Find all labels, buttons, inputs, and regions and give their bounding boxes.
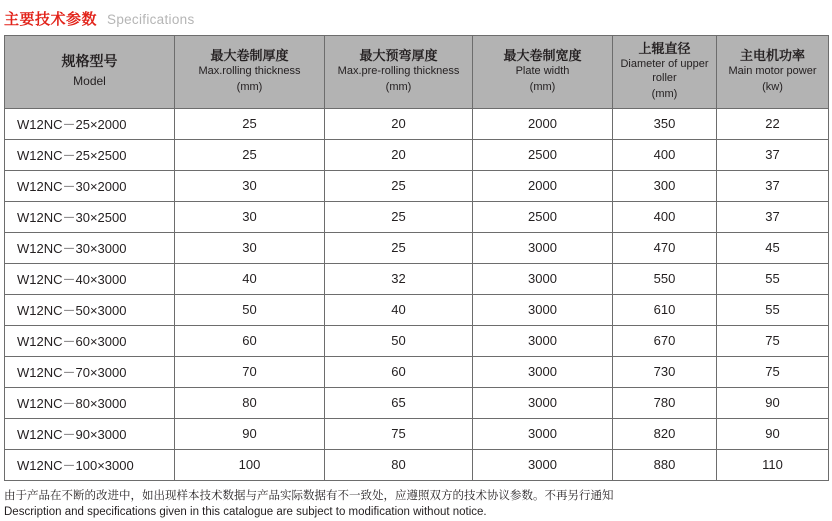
cell-model: W12NC－60×3000: [5, 325, 175, 356]
cell-model: W12NC－25×2000: [5, 108, 175, 139]
cell-max-pre-rolling-thickness: 65: [325, 387, 473, 418]
cell-main-motor-power: 22: [717, 108, 829, 139]
cell-model: W12NC－40×3000: [5, 263, 175, 294]
cell-max-pre-rolling-thickness: 20: [325, 108, 473, 139]
cell-model: W12NC－50×3000: [5, 294, 175, 325]
cell-upper-roller-diameter: 670: [613, 325, 717, 356]
cell-plate-width: 2000: [473, 170, 613, 201]
cell-upper-roller-diameter: 550: [613, 263, 717, 294]
column-header-upper-roller-diameter-unit: (mm): [651, 87, 678, 100]
column-header-plate-width-en: Plate width: [515, 65, 570, 78]
cell-max-pre-rolling-thickness: 20: [325, 139, 473, 170]
cell-max-pre-rolling-thickness: 32: [325, 263, 473, 294]
cell-main-motor-power: 75: [717, 325, 829, 356]
cell-max-rolling-thickness: 30: [175, 201, 325, 232]
table-row: [5, 232, 829, 263]
cell-max-rolling-thickness: 80: [175, 387, 325, 418]
column-header-main-motor-power-cn: 主电机功率: [739, 47, 805, 63]
table-body: [5, 108, 829, 480]
cell-model: W12NC－80×3000: [5, 387, 175, 418]
cell-max-rolling-thickness: 40: [175, 263, 325, 294]
column-header-main-motor-power: [717, 36, 829, 109]
column-header-max-pre-rolling-thickness: [325, 36, 473, 109]
cell-max-rolling-thickness: 50: [175, 294, 325, 325]
column-header-max-rolling-thickness: [175, 36, 325, 109]
cell-max-pre-rolling-thickness: 80: [325, 449, 473, 480]
cell-upper-roller-diameter: 300: [613, 170, 717, 201]
cell-main-motor-power: 37: [717, 139, 829, 170]
column-header-max-pre-rolling-thickness-unit: (mm): [385, 80, 412, 93]
column-header-max-rolling-thickness-cn: 最大卷制厚度: [210, 47, 289, 63]
cell-max-pre-rolling-thickness: 60: [325, 356, 473, 387]
cell-main-motor-power: 45: [717, 232, 829, 263]
column-header-plate-width-unit: (mm): [529, 80, 556, 93]
table-row: [5, 170, 829, 201]
specifications-table: [4, 35, 829, 481]
cell-plate-width: 3000: [473, 232, 613, 263]
cell-main-motor-power: 110: [717, 449, 829, 480]
table-row: [5, 263, 829, 294]
cell-max-rolling-thickness: 25: [175, 139, 325, 170]
cell-upper-roller-diameter: 880: [613, 449, 717, 480]
table-row: [5, 325, 829, 356]
cell-plate-width: 2000: [473, 108, 613, 139]
cell-main-motor-power: 75: [717, 356, 829, 387]
cell-plate-width: 3000: [473, 294, 613, 325]
cell-model: W12NC－25×2500: [5, 139, 175, 170]
cell-main-motor-power: 37: [717, 170, 829, 201]
page-title-en: Specifications: [107, 12, 195, 27]
table-header-row: [5, 36, 829, 109]
cell-model: W12NC－90×3000: [5, 418, 175, 449]
cell-max-rolling-thickness: 30: [175, 170, 325, 201]
cell-model: W12NC－70×3000: [5, 356, 175, 387]
cell-upper-roller-diameter: 350: [613, 108, 717, 139]
column-header-model-cn: 规格型号: [61, 53, 118, 70]
cell-plate-width: 3000: [473, 387, 613, 418]
column-header-upper-roller-diameter-cn: 上辊直径: [638, 41, 691, 56]
table-header: [5, 36, 829, 109]
cell-max-rolling-thickness: 90: [175, 418, 325, 449]
cell-max-rolling-thickness: 100: [175, 449, 325, 480]
cell-max-rolling-thickness: 70: [175, 356, 325, 387]
table-row: [5, 356, 829, 387]
cell-plate-width: 3000: [473, 325, 613, 356]
page-title: [0, 0, 832, 35]
table-row: [5, 201, 829, 232]
cell-upper-roller-diameter: 400: [613, 201, 717, 232]
cell-max-rolling-thickness: 60: [175, 325, 325, 356]
cell-upper-roller-diameter: 470: [613, 232, 717, 263]
page-title-cn: 主要技术参数: [4, 11, 98, 28]
cell-upper-roller-diameter: 820: [613, 418, 717, 449]
column-header-max-pre-rolling-thickness-en: Max.pre-rolling thickness: [337, 65, 460, 78]
cell-plate-width: 3000: [473, 356, 613, 387]
cell-max-pre-rolling-thickness: 25: [325, 232, 473, 263]
footnotes: [4, 488, 828, 521]
cell-max-pre-rolling-thickness: 50: [325, 325, 473, 356]
cell-model: W12NC－30×3000: [5, 232, 175, 263]
column-header-main-motor-power-unit: (kw): [762, 80, 783, 93]
column-header-max-rolling-thickness-en: Max.rolling thickness: [198, 65, 301, 78]
footnote-en: Description and specifications given in this catalogue are subject to modification without notice.: [4, 506, 487, 519]
table-row: [5, 294, 829, 325]
cell-main-motor-power: 55: [717, 294, 829, 325]
cell-model: W12NC－30×2000: [5, 170, 175, 201]
cell-main-motor-power: 37: [717, 201, 829, 232]
footnote-cn: 由于产品在不断的改进中，如出现样本技术数据与产品实际数据有不一致处，应遵照双方的技术协议参数。不再另行通知: [4, 489, 614, 502]
cell-upper-roller-diameter: 780: [613, 387, 717, 418]
cell-max-pre-rolling-thickness: 40: [325, 294, 473, 325]
cell-upper-roller-diameter: 730: [613, 356, 717, 387]
column-header-upper-roller-diameter: [613, 36, 717, 109]
table-row: [5, 387, 829, 418]
column-header-upper-roller-diameter-en: Diameter of upper roller: [620, 58, 709, 85]
cell-plate-width: 2500: [473, 201, 613, 232]
cell-model: W12NC－100×3000: [5, 449, 175, 480]
cell-max-pre-rolling-thickness: 75: [325, 418, 473, 449]
table-row: [5, 449, 829, 480]
column-header-max-pre-rolling-thickness-cn: 最大预弯厚度: [359, 47, 438, 63]
cell-model: W12NC－30×2500: [5, 201, 175, 232]
cell-main-motor-power: 90: [717, 418, 829, 449]
cell-main-motor-power: 55: [717, 263, 829, 294]
column-header-plate-width-cn: 最大卷制宽度: [503, 47, 582, 63]
cell-plate-width: 3000: [473, 449, 613, 480]
table-row: [5, 418, 829, 449]
cell-max-pre-rolling-thickness: 25: [325, 170, 473, 201]
column-header-plate-width: [473, 36, 613, 109]
column-header-model: [5, 36, 175, 109]
column-header-model-en: Model: [73, 73, 106, 88]
table-row: [5, 139, 829, 170]
column-header-main-motor-power-en: Main motor power: [728, 65, 817, 78]
column-header-max-rolling-thickness-unit: (mm): [236, 80, 263, 93]
cell-max-rolling-thickness: 25: [175, 108, 325, 139]
table-row: [5, 108, 829, 139]
cell-main-motor-power: 90: [717, 387, 829, 418]
cell-plate-width: 3000: [473, 418, 613, 449]
cell-upper-roller-diameter: 400: [613, 139, 717, 170]
cell-upper-roller-diameter: 610: [613, 294, 717, 325]
cell-max-rolling-thickness: 30: [175, 232, 325, 263]
cell-max-pre-rolling-thickness: 25: [325, 201, 473, 232]
cell-plate-width: 2500: [473, 139, 613, 170]
cell-plate-width: 3000: [473, 263, 613, 294]
